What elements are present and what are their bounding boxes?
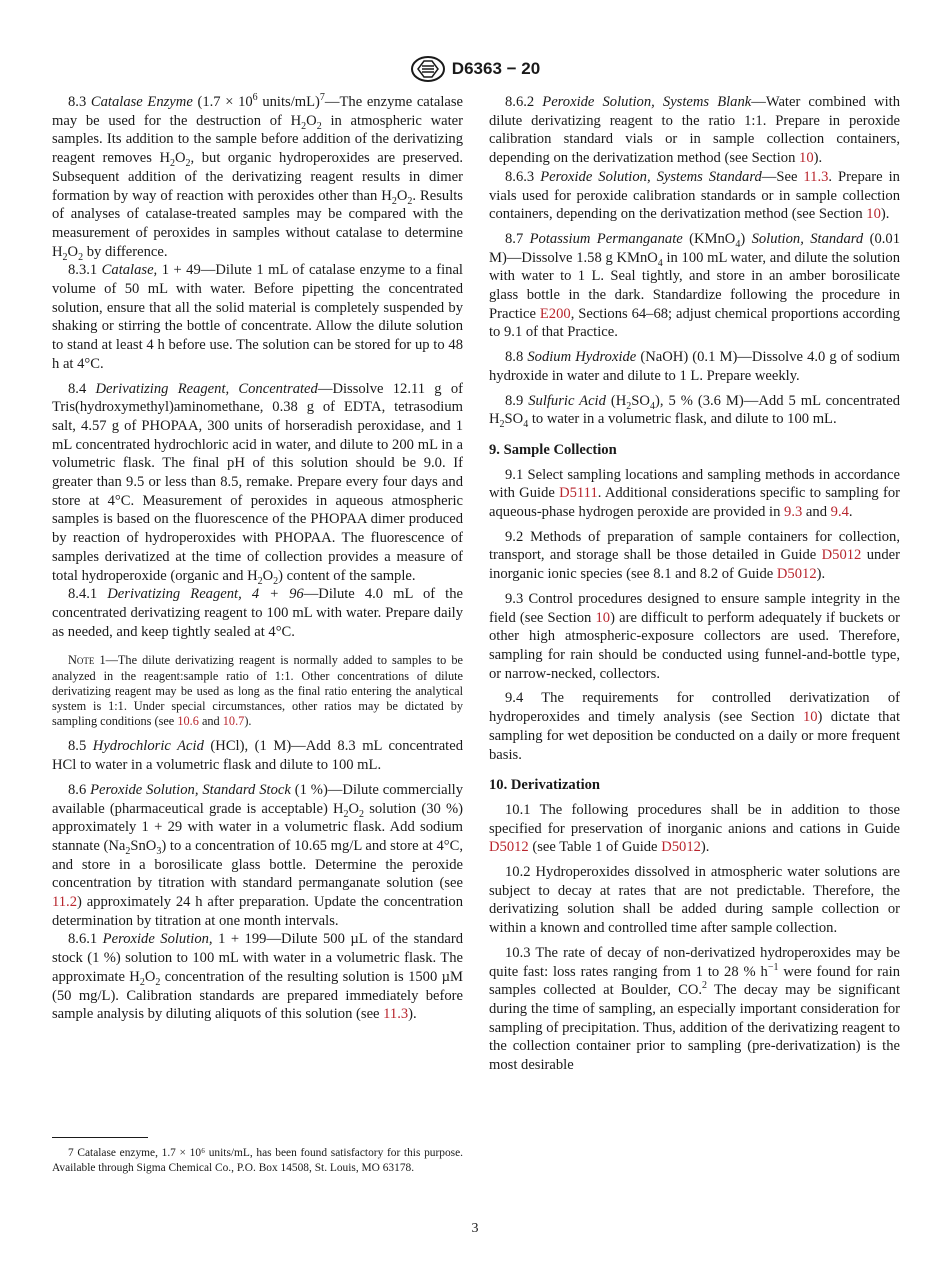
ref-9-3-link[interactable]: 9.3: [784, 504, 803, 521]
ref-e200-link[interactable]: E200: [539, 305, 571, 322]
footnote-ref: 7: [319, 92, 325, 104]
section-9-1: 9.1 Select sampling locations and sampling methods in accordance with Guide D5111. Additional considerations specific to sampling for aqueous-phase hydrogen peroxide are provided in 9.3 and 9.4.: [489, 466, 900, 521]
section-8-3: 8.3 Catalase Enzyme ($1.7 \times 10^6$ units/mL)$^7$—The enzyme catalase may be used for the destruction of $H_2O_2$ in atmospheric water samples. Its addition to the sample before addition of the derivatizing reagent removes $H_2O_2$, but organic hydroperoxides are preserved. Subsequent addition of the derivatizing reagent results in dimer formation by way of reaction with peroxides other than $H_2O_2$. Results of analyses of catalase-treated samples may be compared with the measurement of peroxides in samples without catalase to determine $H_2O_2$ by difference.: [52, 92, 464, 263]
section-10-3: 10.3 The rate of decay of non-derivatized hydroperoxides may be quite fast: loss rates ranging from 1 to 28 % $h^{-1}$ were found for rain samples collected at Boulder, CO.$^2$ The decay may be significant during the time of sampling, an especially important consideration for sampling of precipitation. Thus, addition of the derivatizing reagent to the collection container prior to sampling (pre-derivatization) is the most desirable: [489, 944, 900, 1074]
standard-designation: D6363 − 20: [451, 59, 541, 78]
section-8-9: 8.9 Sulfuric Acid $(H_2SO_4)$, 5 % (3.6 M)—Add 5 mL concentrated $H_2SO_4$ to water in a volumetric flask, and dilute to 100 mL.: [489, 392, 901, 431]
section-8-6-2: 8.6.2 Peroxide Solution, Systems Blank—Water combined with dilute derivatizing reagent to the ratio 1:1. Prepare in peroxide calibration standard vials or in sample collection containers, depending on the derivatization method (see Section 10).: [489, 94, 900, 167]
note-1: Note 1—The dilute derivatizing reagent is normally added to samples to be analyzed in the reagent:sample ratio of 1:1. Other concentrations of dilute derivatizing reagent may be used as long as the final ratio entering the analytical system is 1:1. Under special circumstances, other ratios may be dictated by sampling conditions (see 10.6 and 10.7).: [52, 653, 463, 729]
section-9-3: 9.3 Control procedures designed to ensure sample integrity in the field (see Section 10) are difficult to perform adequately if buckets or other high atmospheric-exposure collectors are used. Therefore, sampling for rain should be conducted using funnel-and-bottle type, or narrow-necked, collectors.: [489, 590, 900, 682]
ref-10-6-link[interactable]: 10.6: [177, 714, 199, 729]
ref-section-10-link[interactable]: 10: [802, 709, 818, 726]
section-10-1: 10.1 The following procedures shall be in addition to those specified for preservation of inorganic anions and cations in Guide D5012 (see Table 1 of Guide D5012).: [489, 801, 900, 856]
section-8-6: 8.6 Peroxide Solution, Standard Stock (1 %)—Dilute commercially available (pharmaceutical grade is acceptable) $H_2O_2$ solution (30 %) approximately 1 + 29 with water in a volumetric flask. Add sodium stannate $(Na_2SnO_3)$ to a concentration of 10.65 mg/L and store at 4°C, and store in a borosilicate glass bottle. Determine the peroxide concentration by titration with standard permanganate solution (see 11.2) approximately 24 h after preparation. Update the concentration determination by titration at one month intervals.: [52, 781, 464, 929]
section-8-6-3: 8.6.3 Peroxide Solution, Systems Standard—See 11.3. Prepare in vials used for peroxide calibration standards or in sample collection containers, depending on the derivatization method (see Section 10).: [489, 168, 900, 223]
heading-section-10: 10. Derivatization: [489, 777, 601, 794]
ref-d5012-link[interactable]: D5012: [661, 839, 701, 856]
left-column: [52, 93, 463, 1030]
ref-d5012-link[interactable]: D5012: [821, 547, 862, 564]
ref-d5111-link[interactable]: D5111: [559, 485, 598, 502]
footnote-ref: 2: [702, 980, 708, 992]
section-8-7: 8.7 Potassium Permanganate (KMnO$_4$) Solution, Standard (0.01 M)—Dissolve 1.58 g KMnO$_4$ in 100 mL water, and dilute the solution with water to 1 L. Seal tightly, and store in an amber borosilicate glass bottle in the dark. Standardize following the procedure in Practice E200, Sections 64–68; adjust chemical proportions according to 9.1 of that Practice.: [489, 230, 900, 341]
astm-logo-icon: [410, 55, 446, 83]
footnote-7: 7 Catalase enzyme, 1.7 × 10⁶ units/mL, has been found satisfactory for this purpose. Available through Sigma Chemical Co., P.O. Box 14508, St. Louis, MO 63178.: [52, 1147, 463, 1174]
ref-9-4-link[interactable]: 9.4: [830, 504, 849, 521]
ref-11-3-link[interactable]: 11.3: [803, 168, 829, 185]
ref-section-10-link[interactable]: 10: [866, 206, 881, 223]
right-column: [489, 93, 900, 1075]
section-8-5: 8.5 Hydrochloric Acid (HCl), (1 M)—Add 8.3 mL concentrated HCl to water in a volumetric flask and dilute to 100 mL.: [52, 738, 464, 774]
ref-d5012-link[interactable]: D5012: [489, 839, 529, 856]
section-8-3-1: 8.3.1 Catalase, 1 + 49—Dilute 1 mL of catalase enzyme to a final volume of 50 mL with water. Before pipetting the concentrated solution, ensure that all the solid material is completely suspended by shaking or stirring the bottle of concentrate. Allow the dilute solution to stand at least 4 h before use. The solution can be stored for up to 48 h at 4°C.: [52, 262, 463, 372]
section-9-2: 9.2 Methods of preparation of sample containers for collection, transport, and storage shall be those detailed in Guide D5012 under inorganic ionic species (see 8.1 and 8.2 of Guide D5012).: [489, 528, 900, 583]
ref-d5012-link[interactable]: D5012: [776, 566, 817, 583]
ref-section-10-link[interactable]: 10: [799, 150, 814, 167]
ref-section-10-link[interactable]: 10: [595, 609, 611, 626]
ref-11-3-link[interactable]: 11.3: [383, 1006, 409, 1023]
section-8-8: 8.8 Sodium Hydroxide (NaOH) (0.1 M)—Dissolve 4.0 g of sodium hydroxide in water and dilute to 1 L. Prepare weekly.: [489, 349, 901, 384]
section-8-4-1: 8.4.1 Derivatizing Reagent, 4 + 96—Dilute 4.0 mL of the concentrated derivatizing reagent to 100 mL with water. Prepare daily as needed, and keep tightly sealed at 4°C.: [52, 586, 463, 640]
section-9-4: 9.4 The requirements for controlled derivatization of hydroperoxides and timely analysis (see Section 10) dictate that sampling for wet deposition be conducted on a daily or more frequent basis.: [489, 690, 900, 763]
footnote-divider: [52, 1137, 148, 1138]
ref-11-2-link[interactable]: 11.2: [52, 894, 77, 911]
section-8-4: 8.4 Derivatizing Reagent, Concentrated—Dissolve 12.11 g of Tris(hydroxymethyl)aminomethane, 0.38 g of EDTA, tetrasodium salt, 4.57 g of PHOPAA, 300 units of horseradish peroxidase, and 1 mL concentrated hydrochloric acid in water, and dilute to 200 mL in a volumetric flask. The final pH of this solution should be 9.0. If greater than 9.5 or less than 8.5, remake. Prepare every four days and store at 4°C. Measurement of peroxides in aqueous atmospheric samples is based on the fluorescence of the PHOPAA dimer produced by reaction of hydroperoxides with PHOPAA. The fluorescence of samples derivatized at the time of collection provides a measure of total hydroperoxide (organic and $H_2O_2$) content of the sample.: [52, 380, 463, 587]
section-10-2: 10.2 Hydroperoxides dissolved in atmospheric water solutions are subject to decay at rates that are not predictable. Therefore, the derivatizing solution shall be added during sample collection or within a known and controlled time after sample collection.: [489, 864, 900, 937]
page-number: 3: [471, 1221, 479, 1236]
section-8-6-1: 8.6.1 Peroxide Solution, 1 + 199—Dilute 500 µL of the standard stock (1 %) solution to 100 mL with water in a volumetric flask. The approximate $H_2O_2$ concentration of the resulting solution is 1500 µM (50 mg/L). Calibration standards are prepared immediately before sample analysis by diluting aliquots of this solution (see 11.3).: [52, 931, 464, 1023]
ref-10-7-link[interactable]: 10.7: [222, 714, 245, 729]
page-header: [0, 55, 950, 83]
heading-section-9: 9. Sample Collection: [489, 441, 617, 458]
